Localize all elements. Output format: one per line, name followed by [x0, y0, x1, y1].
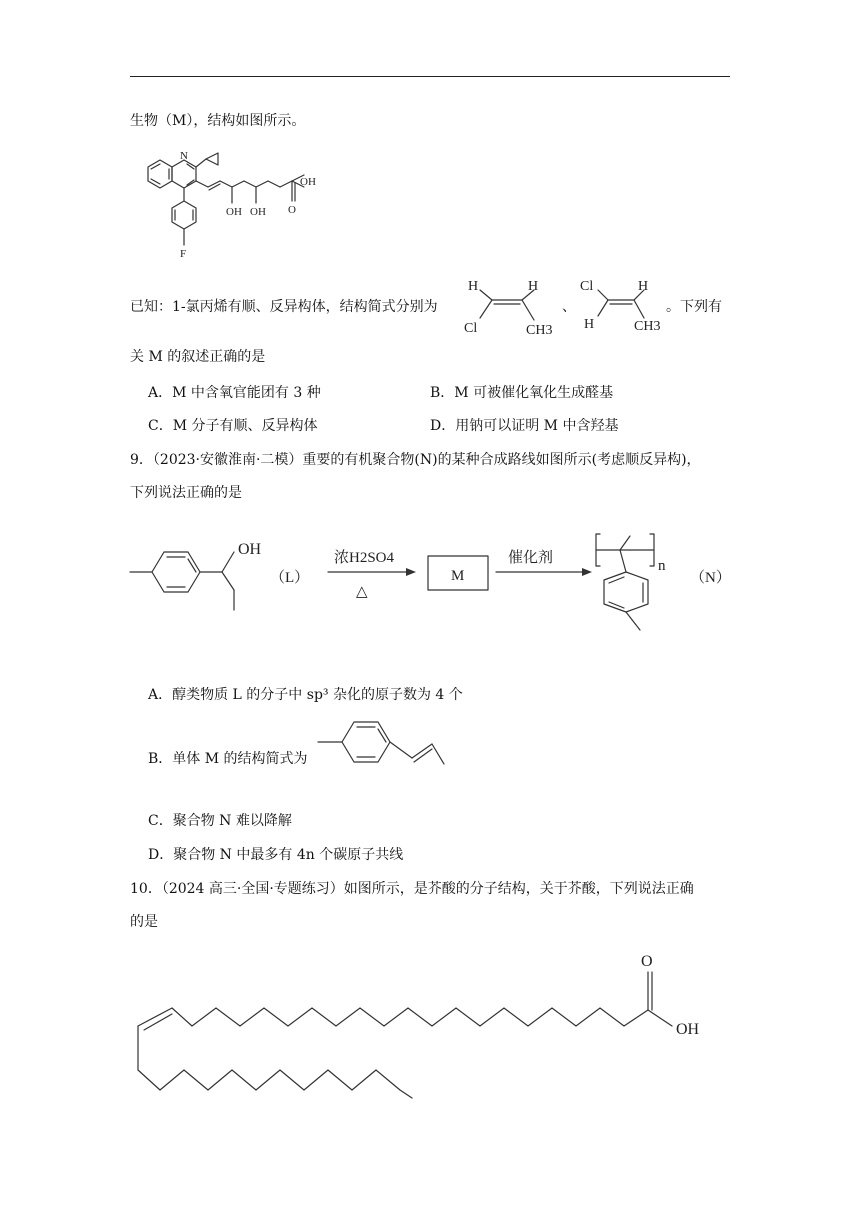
m-oh-label-2: OH	[226, 206, 242, 218]
erucic-acid-structure	[130, 950, 730, 1120]
q9-synthesis-scheme	[130, 530, 750, 650]
trans-chloropropene	[578, 276, 678, 336]
l-label: （L）	[270, 570, 310, 586]
heat-label: △	[356, 584, 368, 600]
cis-ch3: CH3	[526, 323, 553, 338]
q8-option-d: D．用钠可以证明 M 中含羟基	[430, 418, 619, 434]
n-label: （N）	[690, 570, 731, 586]
acid-oh-label: OH	[676, 1021, 700, 1038]
reagent-label: 浓H2SO4	[334, 550, 395, 566]
m-box-label: M	[451, 568, 465, 584]
trans-h1: H	[638, 279, 649, 294]
m-n-label: N	[180, 150, 188, 162]
q9-option-d: D．聚合物 N 中最多有 4n 个碳原子共线	[148, 847, 404, 863]
q10-stem-line2: 的是	[130, 914, 158, 930]
m-o-label: O	[288, 204, 296, 216]
trans-cl: Cl	[580, 279, 594, 294]
l-oh-label: OH	[238, 541, 262, 558]
cis-cl: Cl	[464, 321, 478, 336]
cis-h2: H	[528, 279, 539, 294]
known-separator: 、	[562, 299, 576, 315]
q9-option-b-structure	[318, 718, 468, 778]
q9-option-b: B．单体 M 的结构简式为	[148, 751, 308, 767]
catalyst-label: 催化剂	[508, 550, 554, 566]
m-f-label: F	[180, 248, 187, 260]
trans-h2: H	[584, 317, 595, 332]
trans-ch3: CH3	[634, 319, 661, 334]
structure-m	[138, 145, 338, 275]
m-oh-label-3: OH	[250, 206, 266, 218]
intro-text: 生物（M），结构如图所示。	[130, 113, 306, 129]
q9-option-a: A．醇类物质 L 的分子中 sp³ 杂化的原子数为 4 个	[148, 687, 463, 703]
q8-option-b: B．M 可被催化氧化生成醛基	[430, 385, 614, 401]
q10-stem-line1: 10．（2024 高三·全国·专题练习）如图所示，是芥酸的分子结构，关于芥酸，下列说法正确	[130, 881, 694, 897]
q8-option-a: A．M 中含氧官能团有 3 种	[148, 385, 321, 401]
q9-stem-line1: 9．（2023·安徽淮南·二模）重要的有机聚合物(N)的某种合成路线如图所示(考虑顺反异构)，	[130, 452, 701, 468]
header-rule	[130, 76, 730, 77]
cis-chloropropene	[462, 276, 562, 336]
q8-stem-tail: 关 M 的叙述正确的是	[130, 349, 266, 365]
acid-o-label: O	[641, 953, 653, 970]
q9-stem-line2: 下列说法正确的是	[130, 485, 242, 501]
q9-option-c: C．聚合物 N 难以降解	[148, 813, 292, 829]
m-oh-label-1: OH	[300, 176, 316, 188]
known-suffix: 。下列有	[666, 299, 722, 315]
cis-h1: H	[468, 279, 479, 294]
n-subscript: n	[658, 558, 666, 574]
q8-option-c: C．M 分子有顺、反异构体	[148, 418, 318, 434]
known-prefix: 已知：1-氯丙烯有顺、反异构体，结构简式分别为	[130, 299, 438, 315]
